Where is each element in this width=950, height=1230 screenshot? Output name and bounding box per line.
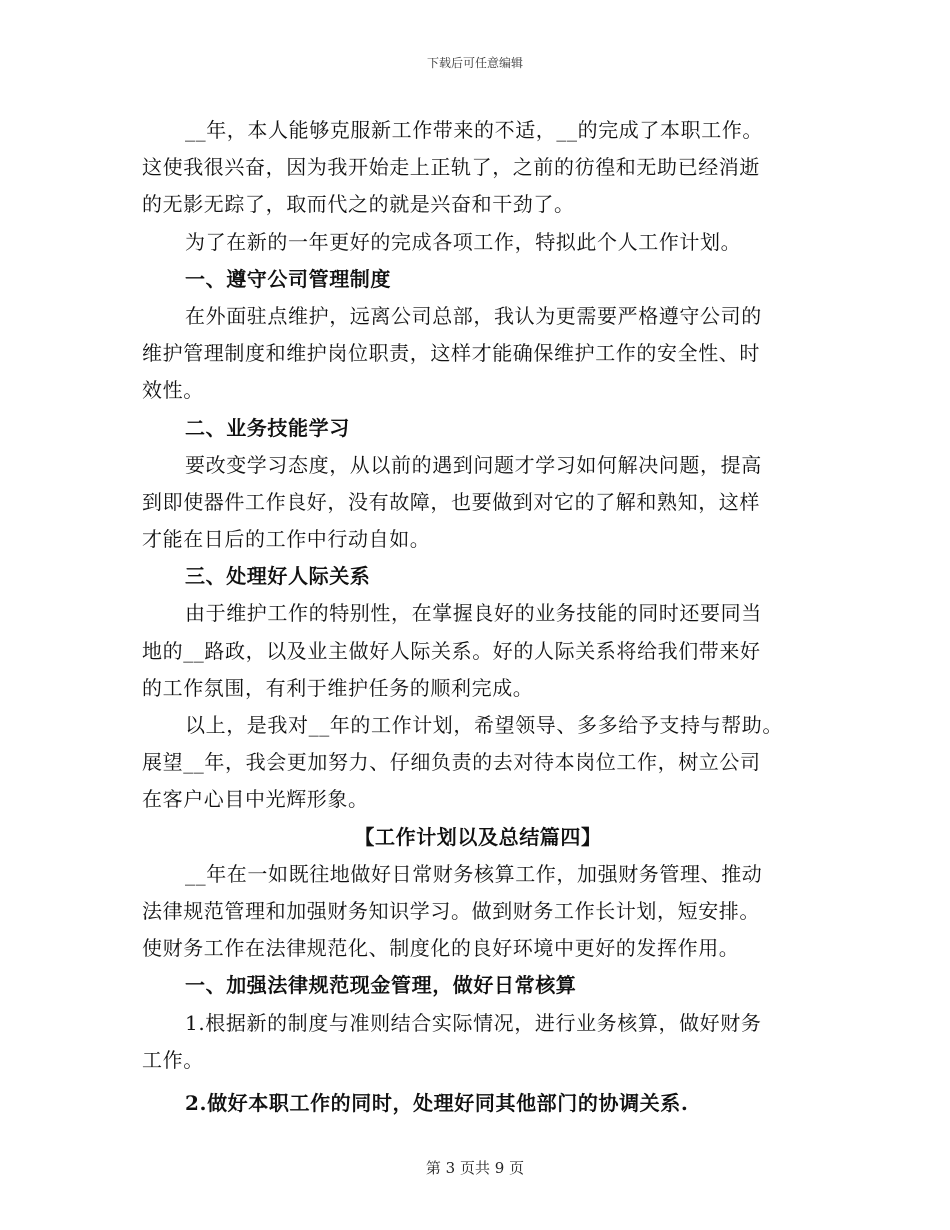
paragraph-line: 要改变学习态度，从以前的遇到问题才学习如何解决问题，提高 bbox=[185, 452, 762, 477]
paragraph-line: __年在一如既往地做好日常财务核算工作，加强财务管理、推动 bbox=[185, 861, 763, 886]
document-body bbox=[142, 112, 814, 1122]
paragraph-line: 以上，是我对__年的工作计划，希望领导、多多给予支持与帮助。 bbox=[185, 713, 783, 737]
page-footer: 第 3 页共 9 页 bbox=[425, 1159, 525, 1177]
section-heading: 二、业务技能学习 bbox=[185, 415, 350, 440]
paragraph-line: 维护管理制度和维护岗位职责，这样才能确保维护工作的安全性、时 bbox=[142, 341, 760, 366]
paragraph-line: 的工作氛围，有利于维护任务的顺利完成。 bbox=[142, 675, 534, 700]
paragraph-line: 1.根据新的制度与准则结合实际情况，进行业务核算，做好财务 bbox=[185, 1010, 762, 1035]
section-heading: 一、加强法律规范现金管理，做好日常核算 bbox=[185, 973, 577, 998]
paragraph-line: 才能在日后的工作中行动自如。 bbox=[142, 527, 431, 552]
page-header: 下载后可任意编辑 bbox=[426, 56, 523, 70]
section-heading: 一、遵守公司管理制度 bbox=[185, 266, 391, 291]
paragraph-line: 由于维护工作的特别性，在掌握良好的业务技能的同时还要同当 bbox=[185, 601, 762, 626]
paragraph-line: 地的__路政，以及业主做好人际关系。好的人际关系将给我们带来好 bbox=[142, 638, 761, 663]
paragraph-line: 在客户心目中光辉形象。 bbox=[142, 787, 369, 812]
paragraph-line: 的无影无踪了，取而代之的就是兴奋和干劲了。 bbox=[142, 192, 575, 217]
paragraph-line: __年，本人能够克服新工作带来的不适，__的完成了本职工作。 bbox=[185, 118, 763, 142]
paragraph-line: 展望__年，我会更加努力、仔细负责的去对待本岗位工作，树立公司 bbox=[142, 750, 761, 775]
paragraph-line: 法律规范管理和加强财务知识学习。做到财务工作长计划，短安排。 bbox=[142, 898, 760, 923]
paragraph-line: 效性。 bbox=[142, 378, 204, 403]
numbered-item-heading: 2.做好本职工作的同时，处理好同其他部门的协调关系. bbox=[185, 1090, 689, 1115]
section-heading: 三、处理好人际关系 bbox=[185, 564, 371, 589]
paragraph-line: 使财务工作在法律规范化、制度化的良好环境中更好的发挥作用。 bbox=[142, 936, 740, 961]
paragraph-line: 这使我很兴奋，因为我开始走上正轨了，之前的彷徨和无助已经消逝 bbox=[142, 155, 760, 180]
chapter-title: 【工作计划以及总结篇四】 bbox=[354, 824, 602, 849]
paragraph-line: 为了在新的一年更好的完成各项工作，特拟此个人工作计划。 bbox=[185, 229, 742, 254]
paragraph-line: 到即使器件工作良好，没有故障，也要做到对它的了解和熟知，这样 bbox=[142, 489, 760, 514]
paragraph-line: 工作。 bbox=[142, 1047, 204, 1072]
paragraph-line: 在外面驻点维护，远离公司总部，我认为更需要严格遵守公司的 bbox=[185, 303, 762, 328]
